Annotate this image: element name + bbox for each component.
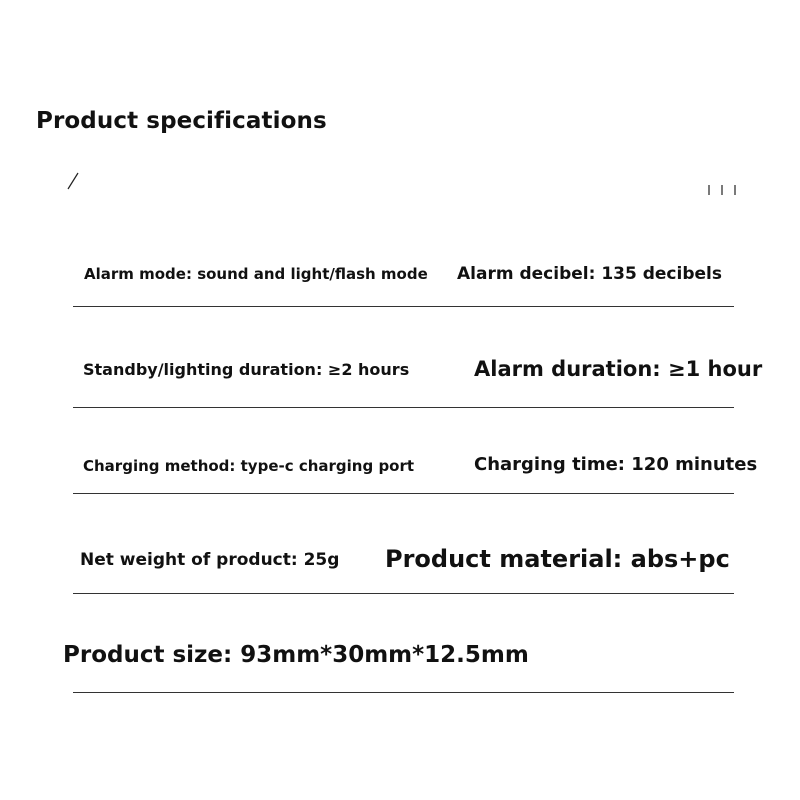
spec-charging-method: Charging method: type-c charging port bbox=[83, 457, 415, 475]
spec-alarm-mode: Alarm mode: sound and light/flash mode bbox=[84, 265, 428, 283]
row-divider bbox=[73, 306, 734, 307]
row-divider bbox=[73, 593, 734, 594]
spec-alarm-decibel: Alarm decibel: 135 decibels bbox=[457, 264, 722, 284]
spec-alarm-duration: Alarm duration: ≥1 hour bbox=[474, 357, 763, 381]
spec-size: Product size: 93mm*30mm*12.5mm bbox=[63, 642, 529, 668]
row-divider bbox=[73, 692, 734, 693]
row-divider bbox=[73, 493, 734, 494]
spec-charging-time: Charging time: 120 minutes bbox=[474, 454, 758, 475]
slash-mark-icon bbox=[66, 170, 80, 190]
spec-material: Product material: abs+pc bbox=[385, 545, 730, 573]
page-title: Product specifications bbox=[36, 108, 327, 134]
tick-marks-icon bbox=[707, 184, 739, 196]
row-divider bbox=[73, 407, 734, 408]
spec-standby-duration: Standby/lighting duration: ≥2 hours bbox=[83, 360, 410, 379]
spec-net-weight: Net weight of product: 25g bbox=[80, 550, 340, 570]
